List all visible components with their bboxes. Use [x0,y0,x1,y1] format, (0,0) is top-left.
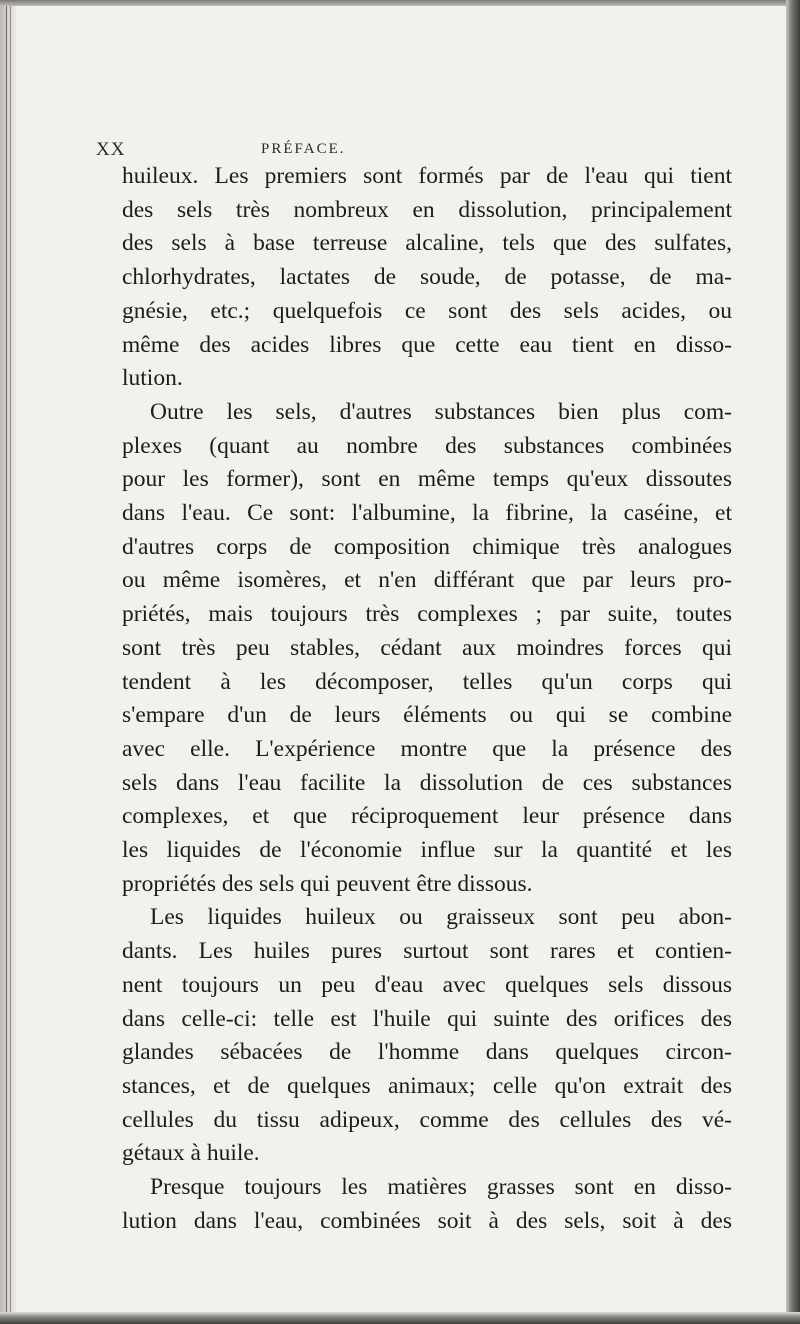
text-line: gétaux à huile. [122,1140,260,1167]
text-line: tendent à les décomposer, telles qu'un corps qui [122,668,732,695]
text-line: les liquides de l'économie influe sur la quantité et les [122,837,732,864]
text-line: huileux. Les premiers sont formés par de l'eau qui tient [122,163,732,189]
running-title: PRÉFACE. [261,141,346,157]
text-line: lution dans l'eau, combinées soit à des sels, soit à des [122,1207,732,1234]
text-line: cellules du tissu adipeux, comme des cellules des vé- [122,1106,732,1133]
right-page-edge [786,0,800,1324]
text-line: des sels très nombreux en dissolution, principalement [122,196,732,223]
text-line: s'empare d'un de leurs éléments ou qui se combine [122,702,732,729]
text-line: complexes, et que réciproquement leur présence dans [122,803,732,830]
text-line: propriétés des sels qui peuvent être dissous. [122,870,533,897]
text-line: nent toujours un peu d'eau avec quelques sels dissous [122,971,732,998]
text-line: sont très peu stables, cédant aux moindres forces qui [122,634,732,661]
text-line: chlorhydrates, lactates de soude, de potasse, de ma- [122,264,732,291]
body-text [122,160,732,1239]
page-number: XX [96,139,126,160]
text-line: plexes (quant au nombre des substances combinées [122,432,732,459]
text-line: lution. [122,365,183,392]
text-line: gnésie, etc.; quelquefois ce sont des sels acides, ou [122,297,732,324]
text-line: pour les former), sont en même temps qu'eux dissoutes [122,466,732,493]
text-line: des sels à base terreuse alcaline, tels que des sulfates, [122,230,732,257]
text-line: glandes sébacées de l'homme dans quelques circon- [122,1039,732,1066]
text-line: Presque toujours les matières grasses sont en disso- [150,1174,732,1201]
binding-line [6,0,7,1324]
text-line: dants. Les huiles pures surtout sont rares et contien- [122,938,732,965]
text-line: priétés, mais toujours très complexes ; par suite, toutes [122,601,732,628]
binding-line-inner [10,0,11,1324]
bottom-page-edge [0,1312,800,1324]
text-line: même des acides libres que cette eau tient en disso- [122,331,732,358]
text-line: stances, et de quelques animaux; celle qu'on extrait des [122,1072,732,1099]
book-spine [0,0,14,1324]
text-line: d'autres corps de composition chimique très analogues [122,533,732,560]
text-line: dans celle-ci: telle est l'huile qui suinte des orifices des [122,1005,732,1032]
text-line: Les liquides huileux ou graisseux sont peu abon- [150,904,732,931]
text-line: sels dans l'eau facilite la dissolution de ces substances [122,769,732,796]
text-line: ou même isomères, et n'en différant que par leurs pro- [122,567,732,594]
text-line: Outre les sels, d'autres substances bien plus com- [150,398,732,425]
text-line: avec elle. L'expérience montre que la présence des [122,735,732,762]
text-line: dans l'eau. Ce sont: l'albumine, la fibrine, la caséine, et [122,500,732,527]
